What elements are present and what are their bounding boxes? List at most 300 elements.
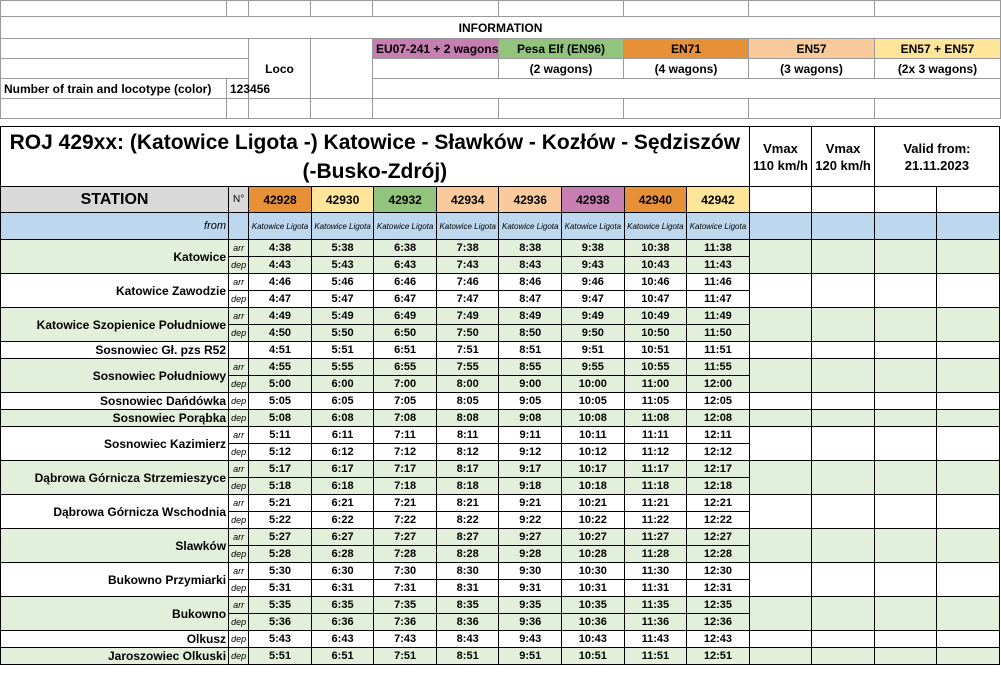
- arr-dep-label[interactable]: dep: [229, 631, 249, 648]
- arrival-time[interactable]: 12:30: [687, 563, 750, 580]
- departure-time[interactable]: 7:43: [436, 257, 499, 274]
- departure-time[interactable]: 8:22: [436, 512, 499, 529]
- cell[interactable]: [249, 99, 311, 119]
- arrival-time[interactable]: 11:35: [624, 597, 687, 614]
- time-cell[interactable]: 5:43: [249, 631, 312, 648]
- arrival-time[interactable]: 7:11: [374, 427, 437, 444]
- arrival-time[interactable]: 6:30: [311, 563, 374, 580]
- loco-type-name[interactable]: EU07-241 + 2 wagons: [373, 39, 499, 59]
- departure-time[interactable]: 8:31: [436, 580, 499, 597]
- departure-time[interactable]: 9:28: [499, 546, 562, 563]
- departure-time[interactable]: 11:18: [624, 478, 687, 495]
- cell[interactable]: [937, 187, 1000, 213]
- departure-time[interactable]: 11:43: [687, 257, 750, 274]
- arrival-time[interactable]: 7:30: [374, 563, 437, 580]
- arr-dep-label[interactable]: dep: [229, 410, 249, 427]
- arrival-time[interactable]: 6:27: [311, 529, 374, 546]
- departure-time[interactable]: 10:50: [624, 325, 687, 342]
- from-label[interactable]: from: [1, 213, 229, 240]
- departure-time[interactable]: 9:36: [499, 614, 562, 631]
- departure-time[interactable]: 11:31: [624, 580, 687, 597]
- cell[interactable]: [812, 597, 875, 631]
- arr-dep-label[interactable]: dep: [229, 614, 249, 631]
- departure-time[interactable]: 7:00: [374, 376, 437, 393]
- departure-time[interactable]: 9:47: [562, 291, 625, 308]
- train-number[interactable]: 42934: [436, 187, 499, 213]
- departure-time[interactable]: 8:36: [436, 614, 499, 631]
- cell[interactable]: [749, 359, 812, 393]
- cell[interactable]: [749, 631, 812, 648]
- time-cell[interactable]: 6:51: [311, 648, 374, 665]
- cell[interactable]: [812, 631, 875, 648]
- arrival-time[interactable]: 10:17: [562, 461, 625, 478]
- station-name[interactable]: Dąbrowa Górnicza Strzemieszyce: [1, 461, 229, 495]
- time-cell[interactable]: 12:43: [687, 631, 750, 648]
- cell[interactable]: [874, 187, 937, 213]
- cell[interactable]: [812, 308, 875, 342]
- station-name[interactable]: Katowice Zawodzie: [1, 274, 229, 308]
- arrival-time[interactable]: 5:21: [249, 495, 312, 512]
- train-origin[interactable]: Katowice Ligota: [249, 213, 312, 240]
- cell[interactable]: [373, 79, 1001, 99]
- station-name[interactable]: Sosnowiec Kazimierz: [1, 427, 229, 461]
- train-origin[interactable]: Katowice Ligota: [562, 213, 625, 240]
- arrival-time[interactable]: 11:49: [687, 308, 750, 325]
- cell[interactable]: [812, 529, 875, 563]
- arrival-time[interactable]: 10:11: [562, 427, 625, 444]
- loco-type-name[interactable]: Pesa Elf (EN96): [499, 39, 624, 59]
- cell[interactable]: [874, 342, 937, 359]
- cell[interactable]: [311, 99, 373, 119]
- departure-time[interactable]: 12:28: [687, 546, 750, 563]
- cell[interactable]: [937, 631, 1000, 648]
- cell[interactable]: [1, 59, 249, 79]
- arrival-time[interactable]: 9:55: [562, 359, 625, 376]
- arrival-time[interactable]: 6:55: [374, 359, 437, 376]
- departure-time[interactable]: 11:47: [687, 291, 750, 308]
- cell[interactable]: [812, 213, 875, 240]
- arrival-time[interactable]: 9:11: [499, 427, 562, 444]
- cell[interactable]: [749, 187, 812, 213]
- station-name[interactable]: Dąbrowa Górnicza Wschodnia: [1, 495, 229, 529]
- departure-time[interactable]: 8:18: [436, 478, 499, 495]
- cell[interactable]: [749, 648, 812, 665]
- arrival-time[interactable]: 10:38: [624, 240, 687, 257]
- arrival-time[interactable]: 7:38: [436, 240, 499, 257]
- cell[interactable]: [937, 427, 1000, 461]
- cell[interactable]: [874, 393, 937, 410]
- arr-dep-label[interactable]: dep: [229, 291, 249, 308]
- departure-time[interactable]: 9:18: [499, 478, 562, 495]
- time-cell[interactable]: 9:08: [499, 410, 562, 427]
- departure-time[interactable]: 5:36: [249, 614, 312, 631]
- cell[interactable]: [749, 563, 812, 597]
- departure-time[interactable]: 11:00: [624, 376, 687, 393]
- cell[interactable]: [499, 1, 624, 17]
- time-cell[interactable]: 8:51: [436, 648, 499, 665]
- departure-time[interactable]: 6:18: [311, 478, 374, 495]
- valid-from[interactable]: Valid from: 21.11.2023: [874, 127, 999, 187]
- departure-time[interactable]: 9:43: [562, 257, 625, 274]
- cell[interactable]: [874, 427, 937, 461]
- arrival-time[interactable]: 5:49: [311, 308, 374, 325]
- cell[interactable]: [937, 274, 1000, 308]
- arrival-time[interactable]: 4:38: [249, 240, 312, 257]
- departure-time[interactable]: 6:31: [311, 580, 374, 597]
- departure-time[interactable]: 10:18: [562, 478, 625, 495]
- time-cell[interactable]: 12:51: [687, 648, 750, 665]
- departure-time[interactable]: 7:28: [374, 546, 437, 563]
- train-number[interactable]: 42930: [311, 187, 374, 213]
- loco-type-name[interactable]: EN57 + EN57: [875, 39, 1001, 59]
- departure-time[interactable]: 5:31: [249, 580, 312, 597]
- cell[interactable]: [874, 274, 937, 308]
- cell[interactable]: [937, 359, 1000, 393]
- station-name[interactable]: Sosnowiec Południowy: [1, 359, 229, 393]
- arrival-time[interactable]: 8:38: [499, 240, 562, 257]
- cell[interactable]: [812, 648, 875, 665]
- cell[interactable]: [937, 213, 1000, 240]
- cell[interactable]: [874, 461, 937, 495]
- arr-dep-label[interactable]: arr: [229, 308, 249, 325]
- information-title[interactable]: INFORMATION: [1, 17, 1001, 39]
- time-cell[interactable]: 6:51: [374, 342, 437, 359]
- time-cell[interactable]: 7:51: [374, 648, 437, 665]
- arr-dep-label[interactable]: dep: [229, 444, 249, 461]
- cell[interactable]: [937, 461, 1000, 495]
- arrival-time[interactable]: 5:17: [249, 461, 312, 478]
- arr-dep-label[interactable]: [229, 342, 249, 359]
- arrival-time[interactable]: 8:46: [499, 274, 562, 291]
- departure-time[interactable]: 7:50: [436, 325, 499, 342]
- cell[interactable]: [875, 99, 1001, 119]
- departure-time[interactable]: 10:22: [562, 512, 625, 529]
- cell[interactable]: [874, 308, 937, 342]
- departure-time[interactable]: 10:43: [624, 257, 687, 274]
- cell[interactable]: [749, 1, 875, 17]
- cell[interactable]: [749, 495, 812, 529]
- train-origin[interactable]: Katowice Ligota: [687, 213, 750, 240]
- arr-dep-label[interactable]: arr: [229, 495, 249, 512]
- cell[interactable]: [1, 99, 227, 119]
- arr-dep-label[interactable]: arr: [229, 529, 249, 546]
- cell[interactable]: [937, 393, 1000, 410]
- time-cell[interactable]: 9:43: [499, 631, 562, 648]
- arrival-time[interactable]: 5:11: [249, 427, 312, 444]
- departure-time[interactable]: 11:12: [624, 444, 687, 461]
- arrival-time[interactable]: 7:21: [374, 495, 437, 512]
- departure-time[interactable]: 7:18: [374, 478, 437, 495]
- arr-dep-label[interactable]: arr: [229, 597, 249, 614]
- number-label[interactable]: Number of train and locotype (color): [1, 79, 227, 99]
- loco-type-name[interactable]: EN57: [749, 39, 875, 59]
- departure-time[interactable]: 12:00: [687, 376, 750, 393]
- vmax-120[interactable]: Vmax 120 km/h: [812, 127, 875, 187]
- time-cell[interactable]: 5:51: [311, 342, 374, 359]
- loco-type-sub[interactable]: [373, 59, 499, 79]
- cell[interactable]: [812, 240, 875, 274]
- departure-time[interactable]: 6:47: [374, 291, 437, 308]
- time-cell[interactable]: 8:43: [436, 631, 499, 648]
- train-origin[interactable]: Katowice Ligota: [311, 213, 374, 240]
- time-cell[interactable]: 11:51: [687, 342, 750, 359]
- cell[interactable]: [373, 99, 499, 119]
- arrival-time[interactable]: 6:11: [311, 427, 374, 444]
- departure-time[interactable]: 9:12: [499, 444, 562, 461]
- departure-time[interactable]: 10:00: [562, 376, 625, 393]
- departure-time[interactable]: 8:43: [499, 257, 562, 274]
- departure-time[interactable]: 6:12: [311, 444, 374, 461]
- cell[interactable]: [624, 1, 749, 17]
- departure-time[interactable]: 7:31: [374, 580, 437, 597]
- arrival-time[interactable]: 5:35: [249, 597, 312, 614]
- loco-type-sub[interactable]: (2 wagons): [499, 59, 624, 79]
- arrival-time[interactable]: 9:38: [562, 240, 625, 257]
- loco-type-sub[interactable]: (3 wagons): [749, 59, 875, 79]
- arrival-time[interactable]: 7:35: [374, 597, 437, 614]
- arr-dep-label[interactable]: dep: [229, 512, 249, 529]
- departure-time[interactable]: 5:18: [249, 478, 312, 495]
- time-cell[interactable]: 11:08: [624, 410, 687, 427]
- time-cell[interactable]: 6:43: [311, 631, 374, 648]
- arr-dep-label[interactable]: dep: [229, 376, 249, 393]
- cell[interactable]: [937, 342, 1000, 359]
- departure-time[interactable]: 6:36: [311, 614, 374, 631]
- cell[interactable]: [812, 359, 875, 393]
- route-title[interactable]: ROJ 429xx: (Katowice Ligota -) Katowice - Sławków - Kozłów - Sędziszów (-Busko-Zdrój): [1, 127, 750, 187]
- station-name[interactable]: Katowice: [1, 240, 229, 274]
- time-cell[interactable]: 8:08: [436, 410, 499, 427]
- cell[interactable]: [227, 1, 249, 17]
- arrival-time[interactable]: 12:27: [687, 529, 750, 546]
- arrival-time[interactable]: 7:17: [374, 461, 437, 478]
- departure-time[interactable]: 5:43: [311, 257, 374, 274]
- departure-time[interactable]: 6:22: [311, 512, 374, 529]
- train-number[interactable]: 42942: [687, 187, 750, 213]
- arrival-time[interactable]: 8:30: [436, 563, 499, 580]
- cell[interactable]: [874, 240, 937, 274]
- train-number[interactable]: 42938: [562, 187, 625, 213]
- time-cell[interactable]: 6:05: [311, 393, 374, 410]
- departure-time[interactable]: 5:12: [249, 444, 312, 461]
- station-name[interactable]: Sosnowiec Dańdówka: [1, 393, 229, 410]
- time-cell[interactable]: 10:43: [562, 631, 625, 648]
- arr-dep-label[interactable]: dep: [229, 478, 249, 495]
- time-cell[interactable]: 6:08: [311, 410, 374, 427]
- arr-dep-label[interactable]: arr: [229, 427, 249, 444]
- cell[interactable]: [874, 648, 937, 665]
- arrival-time[interactable]: 6:38: [374, 240, 437, 257]
- cell[interactable]: [937, 240, 1000, 274]
- cell[interactable]: [749, 529, 812, 563]
- cell[interactable]: [874, 631, 937, 648]
- train-number[interactable]: 42928: [249, 187, 312, 213]
- arr-dep-label[interactable]: arr: [229, 563, 249, 580]
- arrival-time[interactable]: 11:21: [624, 495, 687, 512]
- departure-time[interactable]: 5:28: [249, 546, 312, 563]
- arrival-time[interactable]: 5:38: [311, 240, 374, 257]
- departure-time[interactable]: 8:28: [436, 546, 499, 563]
- arrival-time[interactable]: 12:11: [687, 427, 750, 444]
- cell[interactable]: [812, 393, 875, 410]
- time-cell[interactable]: 11:51: [624, 648, 687, 665]
- station-name[interactable]: Katowice Szopienice Południowe: [1, 308, 229, 342]
- arr-dep-label[interactable]: dep: [229, 546, 249, 563]
- cell[interactable]: [937, 563, 1000, 597]
- cell[interactable]: [229, 213, 249, 240]
- cell[interactable]: [749, 308, 812, 342]
- cell[interactable]: [227, 99, 249, 119]
- arrival-time[interactable]: 8:11: [436, 427, 499, 444]
- train-number[interactable]: 42932: [374, 187, 437, 213]
- cell[interactable]: [749, 410, 812, 427]
- cell[interactable]: [937, 597, 1000, 631]
- vmax-110[interactable]: Vmax 110 km/h: [749, 127, 812, 187]
- time-cell[interactable]: 5:05: [249, 393, 312, 410]
- departure-time[interactable]: 7:36: [374, 614, 437, 631]
- cell[interactable]: [812, 461, 875, 495]
- train-origin[interactable]: Katowice Ligota: [374, 213, 437, 240]
- cell[interactable]: [812, 410, 875, 427]
- time-cell[interactable]: 9:51: [499, 648, 562, 665]
- arrival-time[interactable]: 4:49: [249, 308, 312, 325]
- time-cell[interactable]: 12:08: [687, 410, 750, 427]
- cell[interactable]: [937, 308, 1000, 342]
- arrival-time[interactable]: 11:30: [624, 563, 687, 580]
- cell[interactable]: [812, 342, 875, 359]
- station-header[interactable]: STATION: [1, 187, 229, 213]
- station-name[interactable]: Slawków: [1, 529, 229, 563]
- arrival-time[interactable]: 6:46: [374, 274, 437, 291]
- arrival-time[interactable]: 7:46: [436, 274, 499, 291]
- departure-time[interactable]: 11:22: [624, 512, 687, 529]
- arrival-time[interactable]: 11:11: [624, 427, 687, 444]
- arrival-time[interactable]: 10:27: [562, 529, 625, 546]
- cell[interactable]: [812, 495, 875, 529]
- departure-time[interactable]: 4:47: [249, 291, 312, 308]
- time-cell[interactable]: 7:51: [436, 342, 499, 359]
- departure-time[interactable]: 10:12: [562, 444, 625, 461]
- arrival-time[interactable]: 8:55: [499, 359, 562, 376]
- time-cell[interactable]: 10:08: [562, 410, 625, 427]
- arrival-time[interactable]: 11:55: [687, 359, 750, 376]
- time-cell[interactable]: 11:43: [624, 631, 687, 648]
- arrival-time[interactable]: 8:17: [436, 461, 499, 478]
- loco-label[interactable]: Loco: [249, 39, 311, 99]
- cell[interactable]: [1, 1, 227, 17]
- arrival-time[interactable]: 9:35: [499, 597, 562, 614]
- departure-time[interactable]: 11:50: [687, 325, 750, 342]
- arrival-time[interactable]: 4:55: [249, 359, 312, 376]
- arrival-time[interactable]: 8:27: [436, 529, 499, 546]
- cell[interactable]: [812, 427, 875, 461]
- arr-dep-label[interactable]: dep: [229, 580, 249, 597]
- cell[interactable]: [311, 39, 373, 99]
- cell[interactable]: [937, 648, 1000, 665]
- cell[interactable]: [874, 495, 937, 529]
- arrival-time[interactable]: 12:17: [687, 461, 750, 478]
- arrival-time[interactable]: 11:38: [687, 240, 750, 257]
- arrival-time[interactable]: 5:55: [311, 359, 374, 376]
- cell[interactable]: [937, 495, 1000, 529]
- arrival-time[interactable]: 11:17: [624, 461, 687, 478]
- number-header[interactable]: N°: [229, 187, 249, 213]
- arrival-time[interactable]: 5:46: [311, 274, 374, 291]
- station-name[interactable]: Jaroszowiec Olkuski: [1, 648, 229, 665]
- arrival-time[interactable]: 6:49: [374, 308, 437, 325]
- arrival-time[interactable]: 9:49: [562, 308, 625, 325]
- cell[interactable]: [812, 563, 875, 597]
- train-number[interactable]: 42936: [499, 187, 562, 213]
- departure-time[interactable]: 10:31: [562, 580, 625, 597]
- departure-time[interactable]: 6:43: [374, 257, 437, 274]
- time-cell[interactable]: 7:05: [374, 393, 437, 410]
- time-cell[interactable]: 9:51: [562, 342, 625, 359]
- arr-dep-label[interactable]: dep: [229, 648, 249, 665]
- cell[interactable]: [749, 461, 812, 495]
- arr-dep-label[interactable]: dep: [229, 393, 249, 410]
- arrival-time[interactable]: 10:46: [624, 274, 687, 291]
- arr-dep-label[interactable]: arr: [229, 240, 249, 257]
- arrival-time[interactable]: 8:49: [499, 308, 562, 325]
- departure-time[interactable]: 9:31: [499, 580, 562, 597]
- cell[interactable]: [812, 187, 875, 213]
- time-cell[interactable]: 5:08: [249, 410, 312, 427]
- cell[interactable]: [749, 597, 812, 631]
- arrival-time[interactable]: 9:27: [499, 529, 562, 546]
- arrival-time[interactable]: 6:35: [311, 597, 374, 614]
- arr-dep-label[interactable]: dep: [229, 257, 249, 274]
- cell[interactable]: [311, 1, 373, 17]
- time-cell[interactable]: 8:05: [436, 393, 499, 410]
- cell[interactable]: [874, 359, 937, 393]
- arrival-time[interactable]: 6:17: [311, 461, 374, 478]
- time-cell[interactable]: 10:05: [562, 393, 625, 410]
- station-name[interactable]: Sosnowiec Porąbka: [1, 410, 229, 427]
- departure-time[interactable]: 6:00: [311, 376, 374, 393]
- cell[interactable]: [874, 529, 937, 563]
- cell[interactable]: [749, 240, 812, 274]
- cell[interactable]: [749, 213, 812, 240]
- arrival-time[interactable]: 10:30: [562, 563, 625, 580]
- cell[interactable]: [1, 39, 249, 59]
- arrival-time[interactable]: 9:21: [499, 495, 562, 512]
- departure-time[interactable]: 5:00: [249, 376, 312, 393]
- time-cell[interactable]: 9:05: [499, 393, 562, 410]
- departure-time[interactable]: 4:43: [249, 257, 312, 274]
- arrival-time[interactable]: 8:21: [436, 495, 499, 512]
- cell[interactable]: [249, 1, 311, 17]
- cell[interactable]: [499, 99, 624, 119]
- departure-time[interactable]: 6:50: [374, 325, 437, 342]
- arrival-time[interactable]: 9:46: [562, 274, 625, 291]
- arrival-time[interactable]: 8:35: [436, 597, 499, 614]
- cell[interactable]: [875, 1, 1001, 17]
- arr-dep-label[interactable]: arr: [229, 274, 249, 291]
- loco-type-sub[interactable]: (2x 3 wagons): [875, 59, 1001, 79]
- departure-time[interactable]: 5:50: [311, 325, 374, 342]
- loco-type-name[interactable]: EN71: [624, 39, 749, 59]
- departure-time[interactable]: 7:12: [374, 444, 437, 461]
- arrival-time[interactable]: 5:30: [249, 563, 312, 580]
- cell[interactable]: [874, 410, 937, 427]
- departure-time[interactable]: 8:47: [499, 291, 562, 308]
- cell[interactable]: [874, 563, 937, 597]
- departure-time[interactable]: 12:12: [687, 444, 750, 461]
- departure-time[interactable]: 9:00: [499, 376, 562, 393]
- cell[interactable]: [624, 99, 749, 119]
- time-cell[interactable]: 7:43: [374, 631, 437, 648]
